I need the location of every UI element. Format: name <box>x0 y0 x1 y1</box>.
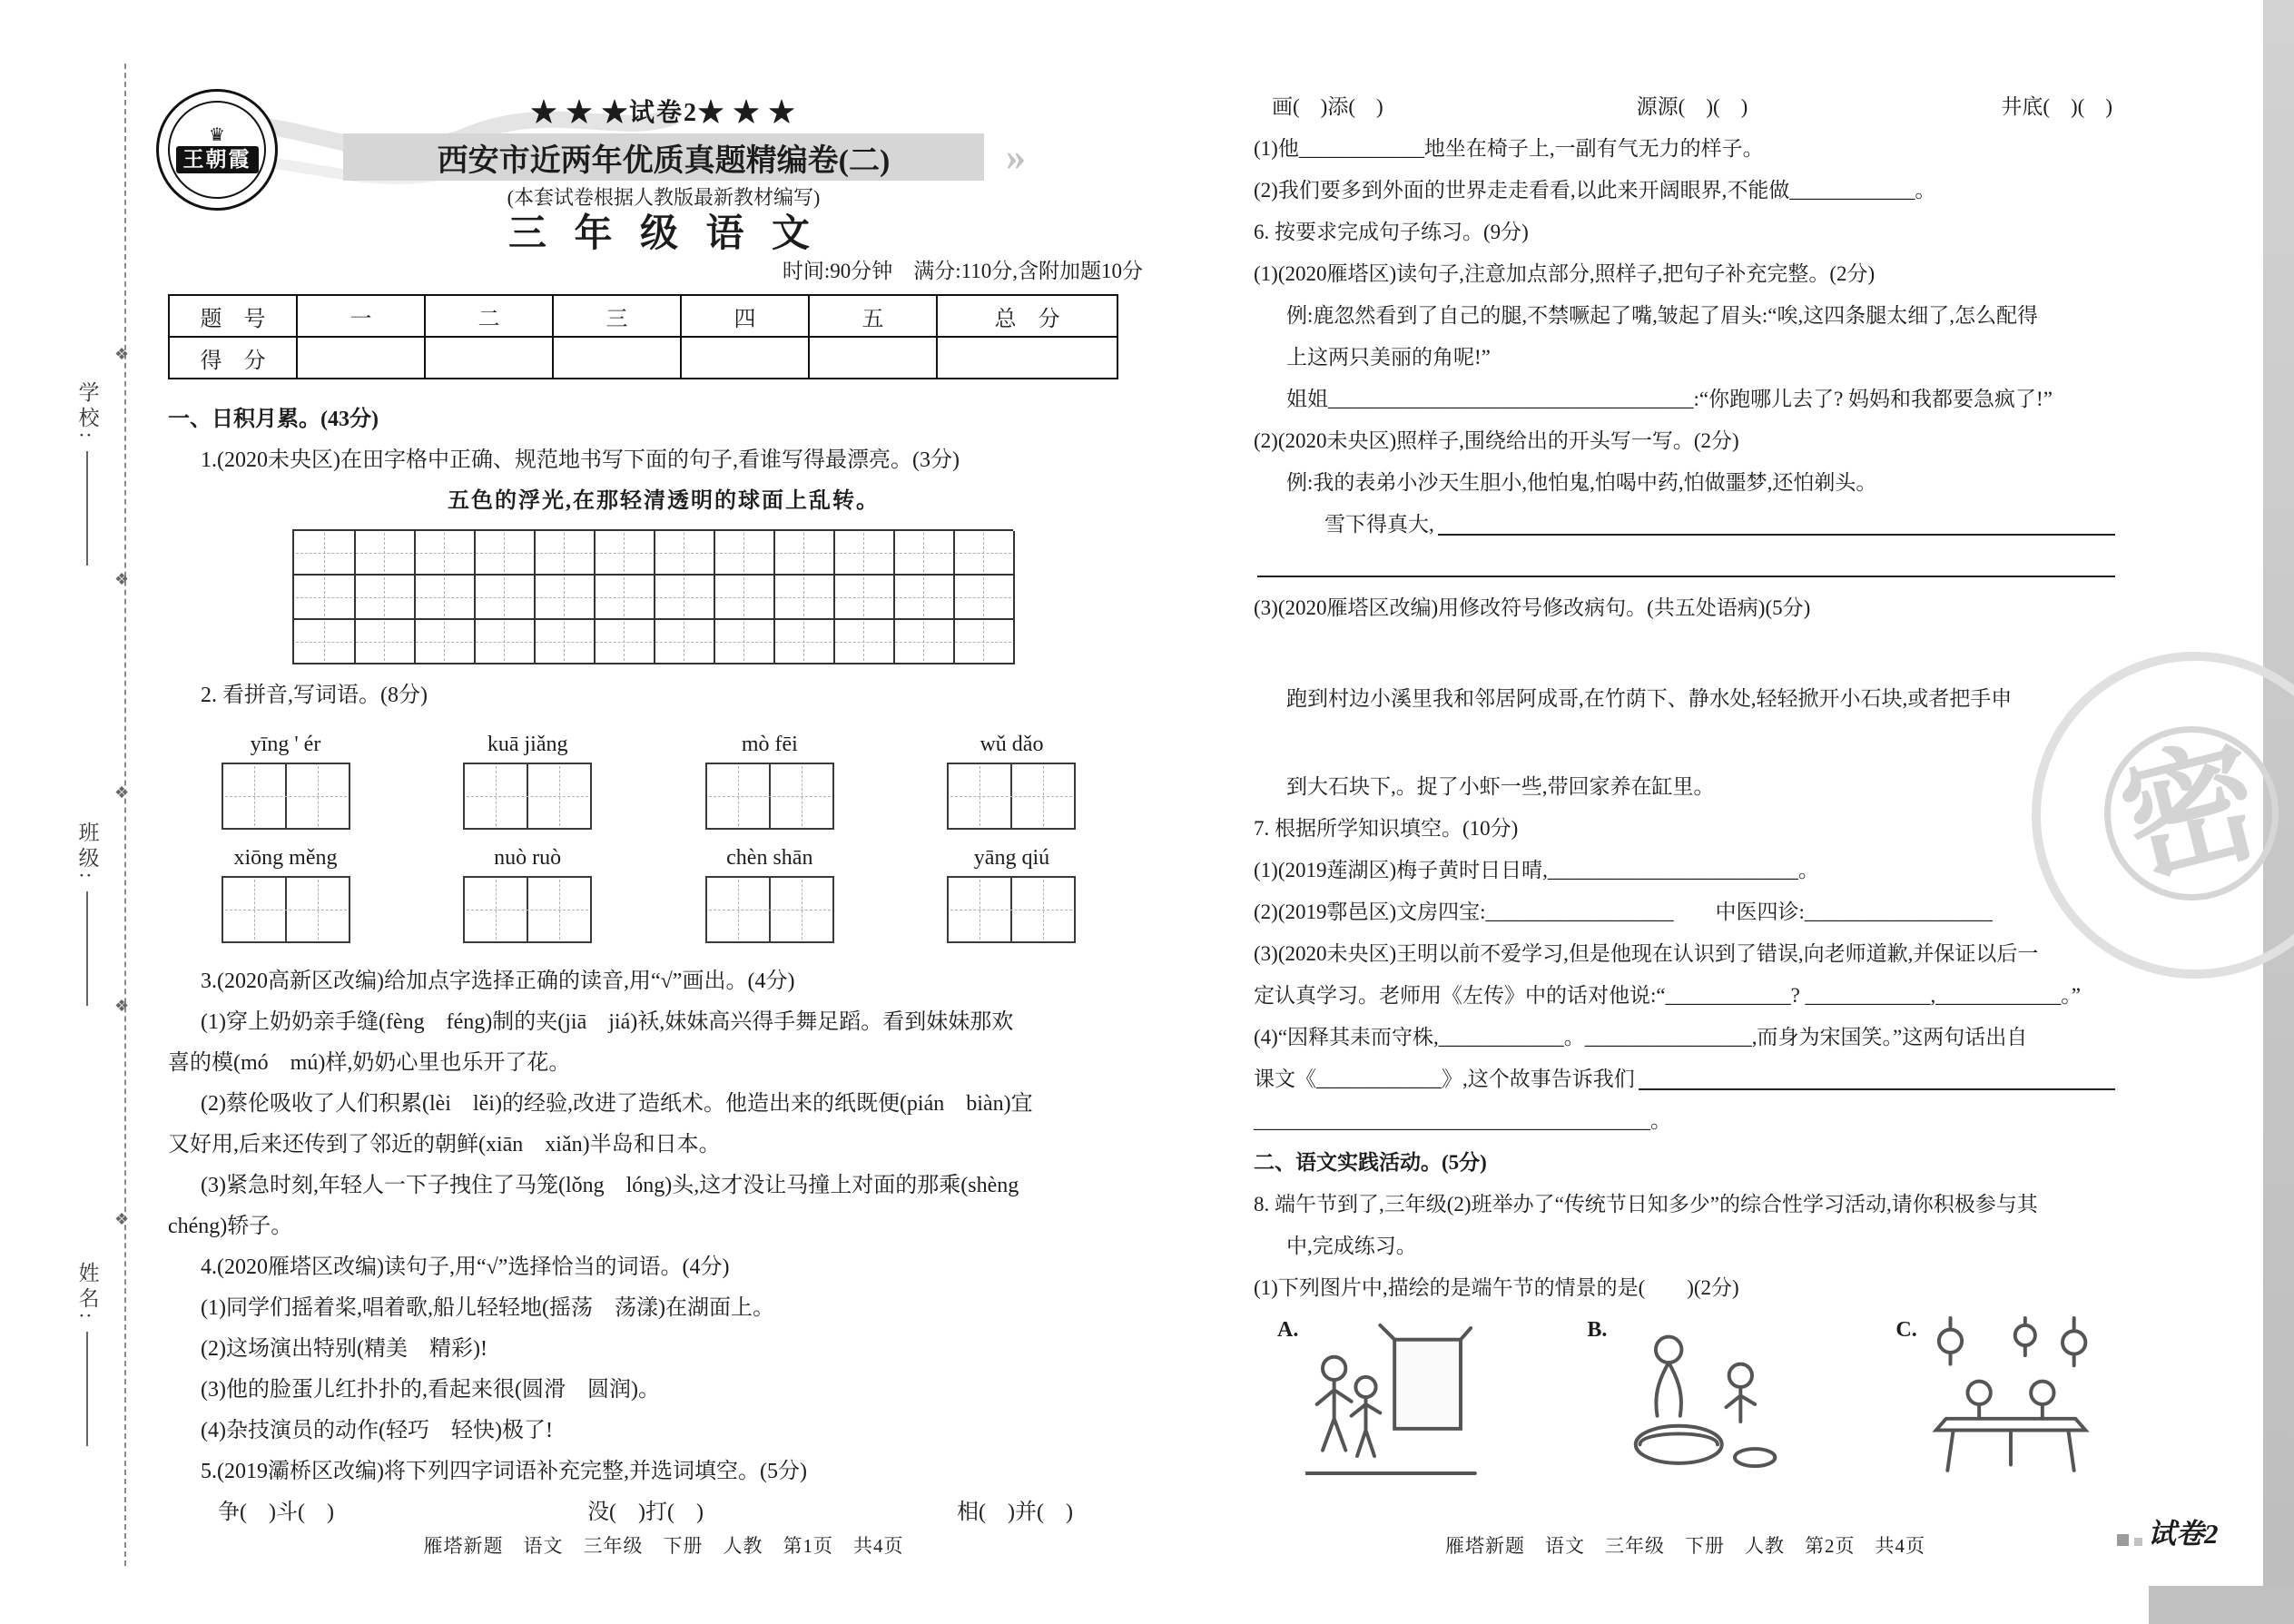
corner-paper-label: 试卷2 <box>2148 1518 2219 1550</box>
answer-cell <box>771 764 832 828</box>
paper-title: 西安市近两年优质真题精编卷(二) <box>437 143 891 178</box>
word-answer-box <box>463 876 592 943</box>
school-blank-line <box>86 451 88 566</box>
text-line <box>1254 546 2117 587</box>
tian-grid-cell <box>414 531 476 576</box>
tian-grid-cell <box>474 531 536 576</box>
text-line: 例:鹿忽然看到了自己的腿,不禁噘起了嘴,皱起了眉头:“唉,这四条腿太细了,怎么配得 <box>1286 304 2038 327</box>
score-table-cell <box>681 337 809 379</box>
answer-cell <box>707 764 771 828</box>
course-title: 三 年 级 语 文 <box>507 213 819 255</box>
name-label: 姓名: <box>75 1262 99 1324</box>
page-corner-shade <box>2149 1586 2294 1624</box>
pinyin-label: wǔ dǎo <box>980 733 1044 756</box>
tian-grid-cell <box>414 576 476 620</box>
word-completion-item: 争( )斗( ) <box>218 1501 334 1524</box>
answer-cell <box>528 878 590 941</box>
pinyin-label: xiōng měng <box>233 846 338 870</box>
text-line: (3)(2020雁塔区改编)用修改符号修改病句。(共五处语病)(5分) <box>1254 596 1811 619</box>
text-line: 二、语文实践活动。(5分) <box>1254 1151 1487 1174</box>
word-completion-item: 画( )添( ) <box>1272 95 1383 118</box>
pinyin-row-1 <box>168 726 1159 830</box>
text-line: (1)下列图片中,描绘的是端午节的情景的是( )(2分) <box>1254 1276 1739 1299</box>
pinyin-word-group <box>421 840 635 943</box>
pinyin-row-2 <box>168 840 1159 943</box>
binding-ornament-icon: ❖ <box>114 783 130 802</box>
text-line: (2)(2019鄠邑区)文房四宝:__________________ 中医四诊:__________________ <box>1254 901 1993 923</box>
answer-cell <box>223 878 287 941</box>
tian-grid-cell <box>474 576 536 620</box>
score-table <box>168 294 1118 379</box>
text-line: 5.(2019灞桥区改编)将下列四字词语补充完整,并选词填空。(5分) <box>201 1460 807 1483</box>
pinyin-label: yāng qiú <box>973 846 1050 870</box>
tian-grid-cell <box>773 620 835 664</box>
text-line: (4)“因释其耒而守株,____________。________________,而身为宋国笑。”这两句话出自 <box>1254 1026 2028 1048</box>
pinyin-word-group <box>421 726 635 830</box>
tian-grid-cell <box>594 531 655 576</box>
school-label: 学校: <box>75 381 99 443</box>
text-line: 又好用,后来还传到了邻近的朝鲜(xiān xiǎn)半岛和日本。 <box>168 1133 721 1156</box>
text-line: 上这两只美丽的角呢!” <box>1286 346 1491 369</box>
score-table-header-row <box>169 295 1117 337</box>
text-line: (1)穿上奶奶亲手缝(fèng féng)制的夹(jiā jiá)袄,妹妹高兴得手舞足蹈。看到妹妹那欢 <box>201 1010 1014 1034</box>
pinyin-label: mò fēi <box>741 733 798 756</box>
binding-line <box>124 64 126 1566</box>
time-score-info: 时间:90分钟 满分:110分,含附加题10分 <box>782 260 1143 282</box>
text-line: 中,完成练习。 <box>1286 1235 1417 1257</box>
illustration-option-b <box>1587 1316 1787 1485</box>
word-answer-box <box>705 763 834 830</box>
pinyin-word-group <box>905 840 1118 943</box>
tian-grid-cell <box>294 620 356 664</box>
option-b-label: B. <box>1587 1318 1608 1342</box>
pinyin-word-group <box>179 726 392 830</box>
text-line: (3)紧急时刻,年轻人一下子拽住了马笼(lǒng lóng)头,这才没让马撞上对面的那乘(shèng <box>201 1174 1019 1197</box>
text-line: (3)他的脸蛋儿红扑扑的,看起来很(圆滑 圆润)。 <box>201 1378 660 1402</box>
tian-grid-cell <box>414 620 476 664</box>
score-table-cell: 得 分 <box>169 337 297 379</box>
word-answer-box <box>705 876 834 943</box>
tian-grid-cell <box>714 620 775 664</box>
paper-header <box>168 98 1159 285</box>
illustration-b <box>1614 1316 1787 1485</box>
answer-cell <box>1012 764 1074 828</box>
pinyin-word-group <box>663 840 876 943</box>
handwriting-grid <box>292 529 1013 664</box>
tian-grid-cell <box>354 620 416 664</box>
word-completion-item: 井底( )( ) <box>2001 95 2112 118</box>
left-question-lines <box>168 961 1159 1492</box>
class-blank-line <box>86 891 88 1006</box>
score-table-cell: 一 <box>297 295 425 337</box>
text-line: (4)杂技演员的动作(轻巧 轻快)极了! <box>201 1419 553 1442</box>
word-completion-item: 没( )打( ) <box>587 1501 704 1524</box>
class-label: 班级: <box>75 822 99 883</box>
pinyin-word-group <box>905 726 1118 830</box>
text-line: chéng)轿子。 <box>168 1215 293 1238</box>
score-table-cell: 二 <box>425 295 553 337</box>
pinyin-label: yīng ' ér <box>250 733 321 756</box>
tian-grid-cell <box>534 576 596 620</box>
text-line: 一、日积月累。(43分) <box>168 408 379 431</box>
publisher-name: 王朝霞 <box>176 146 259 173</box>
word-completion-row <box>168 1492 1159 1533</box>
school-field <box>64 381 111 566</box>
text-line: (1)(2019莲湖区)梅子黄时日日晴,________________________。 <box>1254 859 1819 881</box>
left-page-column <box>168 98 1159 1533</box>
pinyin-label: chèn shān <box>726 846 813 870</box>
text-line: 例:我的表弟小沙天生胆小,他怕鬼,怕喝中药,怕做噩梦,还怕剃头。 <box>1286 471 1877 494</box>
word-completion-item: 相( )并( ) <box>957 1501 1073 1524</box>
tian-grid-cell <box>833 620 895 664</box>
right-question-lines <box>1254 128 2117 1309</box>
pinyin-word-group <box>179 840 392 943</box>
text-line: 8. 端午节到了,三年级(2)班举办了“传统节日知多少”的综合性学习活动,请你积极参与其 <box>1254 1193 2038 1216</box>
answer-cell <box>707 878 771 941</box>
answer-cell <box>771 878 832 941</box>
tian-grid-cell <box>534 620 596 664</box>
corner-square-icon <box>2117 1534 2129 1546</box>
tian-grid-cell <box>893 576 955 620</box>
tian-grid-cell <box>294 531 356 576</box>
text-line: 7. 根据所学知识填空。(10分) <box>1254 817 1519 840</box>
binding-ornament-icon: ❖ <box>114 345 130 363</box>
item-2-heading: 2. 看拼音,写词语。(8分) <box>201 684 428 707</box>
tian-grid-cell <box>654 531 715 576</box>
tian-grid-cell <box>354 531 416 576</box>
answer-cell <box>287 878 349 941</box>
text-line: 4.(2020雁塔区改编)读句子,用“√”选择恰当的词语。(4分) <box>201 1255 730 1279</box>
answer-cell <box>465 878 528 941</box>
footer-page-2: 雁塔新题 语文 三年级 下册 人教 第2页 共4页 <box>1445 1535 1925 1557</box>
word-answer-box <box>222 876 350 943</box>
binding-ornament-icon: ❖ <box>114 997 130 1015</box>
binding-ornament-icon: ❖ <box>114 570 130 588</box>
word-completion-item: 源源( )( ) <box>1636 95 1748 118</box>
word-completion-row-continued <box>1254 86 2117 128</box>
tian-grid-cell <box>294 576 356 620</box>
answer-cell <box>949 878 1012 941</box>
corner-square-icon <box>2134 1538 2142 1546</box>
score-table-score-row <box>169 337 1117 379</box>
illustration-c <box>1925 1316 2097 1485</box>
text-line: 定认真学习。老师用《左传》中的话对他说:“____________? ____________,____________。” <box>1254 984 2082 1007</box>
text-line: (3)(2020未央区)王明以前不爱学习,但是他现在认识到了错误,向老师道歉,并保证以后一 <box>1254 942 2039 965</box>
pinyin-word-group <box>663 726 876 830</box>
tian-grid-cell <box>594 576 655 620</box>
score-table-cell <box>297 337 425 379</box>
tian-grid-cell <box>893 531 955 576</box>
tian-grid-cell <box>773 531 835 576</box>
score-table-cell: 四 <box>681 295 809 337</box>
tian-grid-cell <box>474 620 536 664</box>
tian-grid-cell <box>654 620 715 664</box>
answer-cell <box>287 764 349 828</box>
text-line: (1)(2020雁塔区)读句子,注意加点部分,照样子,把句子补充完整。(2分) <box>1254 262 1876 285</box>
score-table-cell: 总 分 <box>937 295 1117 337</box>
text-line: 喜的模(mó mú)样,奶奶心里也乐开了花。 <box>168 1051 571 1075</box>
score-table-cell: 五 <box>809 295 937 337</box>
tian-grid-cell <box>953 531 1015 576</box>
text-line: 五色的浮光,在那轻清透明的球面上乱转。 <box>448 489 880 513</box>
tian-grid-cell <box>714 576 775 620</box>
text-line: (1)同学们摇着桨,唱着歌,船儿轻轻地(摇荡 荡漾)在湖面上。 <box>201 1296 774 1320</box>
word-answer-box <box>947 876 1076 943</box>
name-blank-line <box>86 1332 88 1446</box>
illustration-option-a <box>1277 1316 1478 1485</box>
right-page-column <box>1254 86 2117 1485</box>
pinyin-label: nuò ruò <box>494 846 562 870</box>
paper-number-title: ★ ★ ★试卷2★ ★ ★ <box>530 99 796 127</box>
answer-cell <box>223 764 287 828</box>
tian-grid-cell <box>893 620 955 664</box>
answer-cell <box>465 764 528 828</box>
text-line: (2)(2020未央区)照样子,围绕给出的开头写一写。(2分) <box>1254 429 1739 452</box>
tian-grid-cell <box>833 531 895 576</box>
name-field <box>64 1262 111 1446</box>
illustration-option-c <box>1895 1316 2096 1485</box>
option-c-label: C. <box>1895 1318 1917 1342</box>
word-answer-box <box>463 763 592 830</box>
illustration-a <box>1305 1316 1478 1485</box>
pinyin-label: kuā jiǎng <box>487 733 568 756</box>
answer-cell <box>528 764 590 828</box>
text-line: 6. 按要求完成句子练习。(9分) <box>1254 221 1529 243</box>
tian-grid-cell <box>714 531 775 576</box>
tian-grid-cell <box>773 576 835 620</box>
text-line: 姐姐___________________________________:“你跑哪儿去了? 妈妈和我都要急疯了!” <box>1286 388 2053 410</box>
text-line: (2)这场演出特别(精美 精彩)! <box>201 1337 487 1361</box>
word-answer-box <box>222 763 350 830</box>
text-line: ______________________________________。 <box>1254 1109 1671 1132</box>
score-table-cell: 题 号 <box>169 295 297 337</box>
text-line: 3.(2020高新区改编)给加点字选择正确的读音,用“√”画出。(4分) <box>201 969 795 993</box>
crown-icon: ♛ <box>209 125 225 145</box>
score-table-cell: 三 <box>553 295 681 337</box>
section-one-intro <box>168 399 1159 522</box>
tian-grid-cell <box>953 576 1015 620</box>
tian-grid-cell <box>654 576 715 620</box>
text-line: 课文《____________》,这个故事告诉我们 <box>1254 1058 2117 1100</box>
score-table-cell <box>425 337 553 379</box>
binding-ornament-icon: ❖ <box>114 1210 130 1228</box>
corner-paper-tag <box>2117 1511 2219 1551</box>
footer-page-1: 雁塔新题 语文 三年级 下册 人教 第1页 共4页 <box>423 1535 904 1557</box>
illustration-c-drawing <box>1925 1316 2097 1485</box>
answer-cell <box>1012 878 1074 941</box>
paper-title-banner <box>343 133 1026 181</box>
text-line: 1.(2020未央区)在田字格中正确、规范地书写下面的句子,看谁写得最漂亮。(3分) <box>201 448 960 472</box>
tian-grid-cell <box>953 620 1015 664</box>
text-line: (2)我们要多到外面的世界走走看看,以此来开阔眼界,不能做____________。 <box>1254 179 1936 202</box>
banner-arrow-icon: » <box>1006 134 1026 179</box>
word-answer-box <box>947 763 1076 830</box>
tian-grid-cell <box>354 576 416 620</box>
score-table-cell <box>937 337 1117 379</box>
class-field <box>64 822 111 1006</box>
tian-grid-cell <box>833 576 895 620</box>
score-table-cell <box>809 337 937 379</box>
watermark-character: 密 <box>2108 724 2275 902</box>
watermark-seal <box>2104 726 2279 901</box>
answer-cell <box>949 764 1012 828</box>
score-table-cell <box>553 337 681 379</box>
text-line: 雪下得真大, <box>1254 504 2117 546</box>
option-a-label: A. <box>1277 1318 1299 1342</box>
edition-note: (本套试卷根据人教版最新教材编写) <box>507 186 821 209</box>
illustration-b-drawing <box>1614 1316 1787 1485</box>
illustration-a-drawing <box>1305 1316 1478 1485</box>
festival-illustrations-row <box>1254 1316 2117 1485</box>
text-line: (1)他____________地坐在椅子上,一副有气无力的样子。 <box>1254 137 1764 160</box>
text-line: (2)蔡伦吸收了人们积累(lèi lěi)的经验,改进了造纸术。他造出来的纸既便(pián biàn)宜 <box>201 1092 1033 1116</box>
text-line: 到大石块下,。捉了小虾一些,带回家养在缸里。 <box>1286 775 1715 798</box>
tian-grid-cell <box>534 531 596 576</box>
text-line: 跑到村边小溪里我和邻居阿成哥,在竹荫下、静水处,轻轻掀开小石块,或者把手申 <box>1286 687 2013 710</box>
tian-grid-cell <box>594 620 655 664</box>
